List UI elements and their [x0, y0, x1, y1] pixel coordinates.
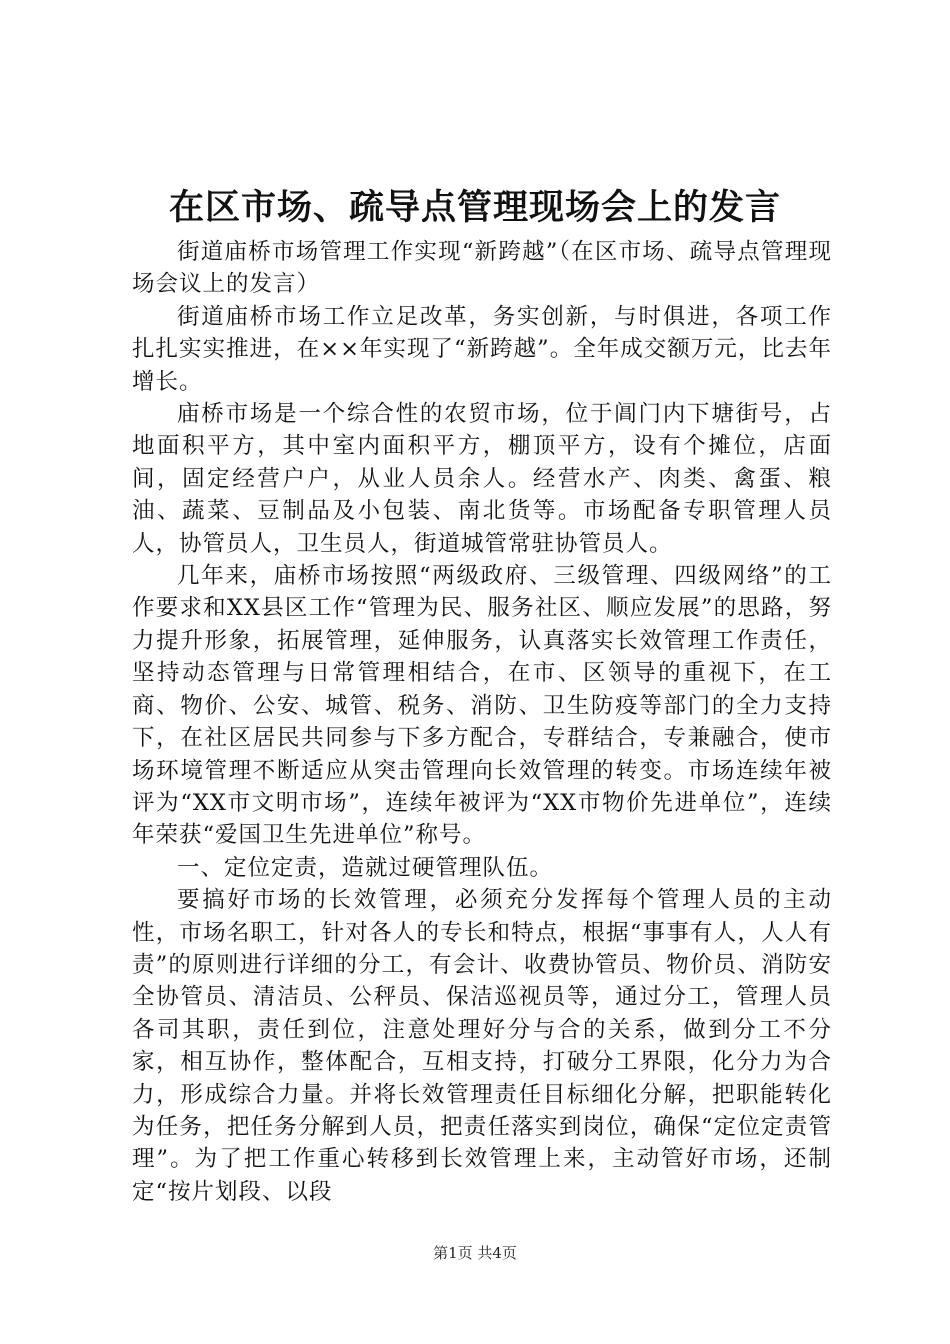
document-body	[132, 236, 832, 1208]
page-footer: 第1页 共4页	[433, 1244, 517, 1262]
paragraph: 几年来，庙桥市场按照“两级政府、三级管理、四级网络”的工作要求和XX县区工作“管理为民、服务社区、顺应发展”的思路，努力提升形象，拓展管理，延伸服务，认真落实长效管理工作责任，坚持动态管理与日常管理相结合，在市、区领导的重视下，在工商、物价、公安、城管、税务、消防、卫生防疫等部门的全力支持下，在社区居民共同参与下多方配合，专群结合，专兼融合，使市场环境管理不断适应从突击管理向长效管理的转变。市场连续年被评为“XX市文明市场”，连续年被评为“XX市物价先进单位”，连续年荣获“爱国卫生先进单位”称号。	[132, 563, 832, 849]
paragraph: 要搞好市场的长效管理，必须充分发挥每个管理人员的主动性，市场名职工，针对各人的专长和特点，根据“事事有人，人人有责”的原则进行详细的分工，有会计、收费协管员、物价员、消防安全协管员、清洁员、公秤员、保洁巡视员等，通过分工，管理人员各司其职，责任到位，注意处理好分与合的关系，做到分工不分家，相互协作，整体配合，互相支持，打破分工界限，化分力为合力，形成综合力量。并将长效管理责任目标细化分解，把职能转化为任务，把任务分解到人员，把责任落实到岗位，确保“定位定责管理”。为了把工作重心转移到长效管理上来，主动管好市场，还制定“按片划段、以段	[132, 887, 832, 1205]
paragraph: 街道庙桥市场管理工作实现“新跨越”（在区市场、疏导点管理现场会议上的发言）	[132, 239, 832, 298]
paragraph: 街道庙桥市场工作立足改革，务实创新，与时俱进，各项工作扎扎实实推进，在××年实现了“新跨越”。全年成交额万元，比去年增长。	[132, 303, 832, 395]
document-title: 在区市场、疏导点管理现场会上的发言	[168, 187, 781, 228]
section-heading: 一、定位定责，造就过硬管理队伍。	[177, 854, 554, 881]
paragraph: 庙桥市场是一个综合性的农贸市场，位于阊门内下塘街号，占地面积平方，其中室内面积平方，棚顶平方，设有个摊位，店面间，固定经营户户，从业人员余人。经营水产、肉类、禽蛋、粮油、蔬菜、豆制品及小包装、南北货等。市场配备专职管理人员人，协管员人，卫生员人，街道城管常驻协管员人。	[132, 401, 832, 557]
